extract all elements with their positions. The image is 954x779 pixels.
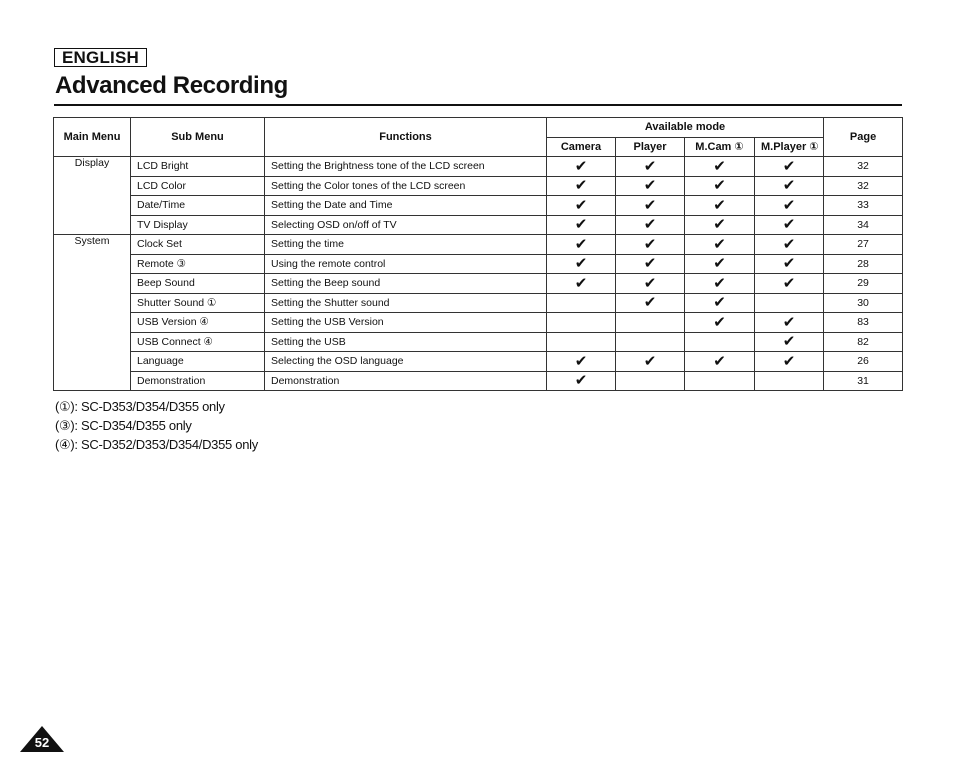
checkmark-icon: ✔ <box>782 352 796 370</box>
mode-cell-mplayer <box>755 176 824 196</box>
page-cell: 33 <box>824 196 903 216</box>
mode-cell-mplayer <box>755 254 824 274</box>
mode-cell-mplayer <box>755 274 824 294</box>
mode-cell-camera <box>547 352 616 372</box>
main-menu-cell: Display <box>54 157 131 235</box>
page-cell: 82 <box>824 332 903 352</box>
checkmark-icon: ✔ <box>574 274 588 292</box>
footnotes <box>55 397 258 454</box>
checkmark-icon: ✔ <box>782 177 796 195</box>
mode-cell-player <box>616 235 685 255</box>
header-mode-mplayer: M.Player ① <box>755 137 824 157</box>
table-row <box>54 371 903 391</box>
menu-table <box>53 117 903 391</box>
mode-cell-mcam <box>685 176 755 196</box>
page-cell: 34 <box>824 215 903 235</box>
checkmark-icon: ✔ <box>782 313 796 331</box>
mode-cell-mplayer <box>755 157 824 177</box>
mode-cell-mcam <box>685 274 755 294</box>
sub-menu-cell: Clock Set <box>131 235 265 255</box>
mode-cell-mplayer <box>755 196 824 216</box>
table-row <box>54 352 903 372</box>
page-cell: 29 <box>824 274 903 294</box>
header-functions: Functions <box>265 118 547 157</box>
footnote: (③): SC-D354/D355 only <box>55 418 192 433</box>
mode-cell-camera <box>547 332 616 352</box>
header-mode-player: Player <box>616 137 685 157</box>
checkmark-icon: ✔ <box>782 157 796 175</box>
mode-cell-mplayer <box>755 352 824 372</box>
checkmark-icon: ✔ <box>782 216 796 234</box>
mode-cell-player <box>616 352 685 372</box>
page-cell: 26 <box>824 352 903 372</box>
mode-cell-camera <box>547 293 616 313</box>
sub-menu-cell: Remote ③ <box>131 254 265 274</box>
mode-cell-camera <box>547 371 616 391</box>
checkmark-icon: ✔ <box>643 294 657 312</box>
checkmark-icon: ✔ <box>782 255 796 273</box>
mode-cell-mcam <box>685 313 755 333</box>
checkmark-icon: ✔ <box>713 177 726 195</box>
header-available-mode: Available mode <box>547 118 824 138</box>
mode-cell-mcam <box>685 332 755 352</box>
mode-cell-mcam <box>685 157 755 177</box>
checkmark-icon: ✔ <box>574 352 588 370</box>
footnote: (④): SC-D352/D353/D354/D355 only <box>55 437 258 452</box>
table-row <box>54 313 903 333</box>
sub-menu-cell: TV Display <box>131 215 265 235</box>
checkmark-icon: ✔ <box>782 274 796 292</box>
checkmark-icon: ✔ <box>713 157 726 175</box>
mode-cell-mcam <box>685 196 755 216</box>
checkmark-icon: ✔ <box>574 157 588 175</box>
checkmark-icon: ✔ <box>713 216 726 234</box>
mode-cell-mcam <box>685 352 755 372</box>
table-row <box>54 176 903 196</box>
function-cell: Selecting the OSD language <box>265 352 547 372</box>
mode-cell-mplayer <box>755 235 824 255</box>
mode-cell-mcam <box>685 235 755 255</box>
header-mode-camera: Camera <box>547 137 616 157</box>
page-cell: 32 <box>824 157 903 177</box>
mode-cell-mplayer <box>755 293 824 313</box>
mode-cell-mcam <box>685 293 755 313</box>
checkmark-icon: ✔ <box>713 294 726 312</box>
checkmark-icon: ✔ <box>782 196 796 214</box>
language-label: ENGLISH <box>54 48 147 67</box>
header-mode-mcam: M.Cam ① <box>685 137 755 157</box>
checkmark-icon: ✔ <box>713 352 726 370</box>
function-cell: Setting the Beep sound <box>265 274 547 294</box>
mode-cell-player <box>616 157 685 177</box>
checkmark-icon: ✔ <box>643 196 657 214</box>
checkmark-icon: ✔ <box>643 157 657 175</box>
checkmark-icon: ✔ <box>643 352 657 370</box>
sub-menu-cell: Language <box>131 352 265 372</box>
main-menu-cell: System <box>54 235 131 391</box>
mode-cell-mplayer <box>755 371 824 391</box>
function-cell: Setting the Shutter sound <box>265 293 547 313</box>
function-cell: Setting the USB <box>265 332 547 352</box>
function-cell: Using the remote control <box>265 254 547 274</box>
mode-cell-player <box>616 254 685 274</box>
mode-cell-mcam <box>685 254 755 274</box>
mode-cell-camera <box>547 235 616 255</box>
mode-cell-mplayer <box>755 313 824 333</box>
mode-cell-camera <box>547 157 616 177</box>
mode-cell-mplayer <box>755 332 824 352</box>
table-row <box>54 332 903 352</box>
function-cell: Setting the Color tones of the LCD screen <box>265 176 547 196</box>
mode-cell-player <box>616 293 685 313</box>
table-row <box>54 293 903 313</box>
title-divider <box>54 104 902 106</box>
sub-menu-cell: Demonstration <box>131 371 265 391</box>
mode-cell-player <box>616 332 685 352</box>
checkmark-icon: ✔ <box>713 255 726 273</box>
page-cell: 83 <box>824 313 903 333</box>
mode-cell-player <box>616 176 685 196</box>
checkmark-icon: ✔ <box>643 235 657 253</box>
mode-cell-mplayer <box>755 215 824 235</box>
checkmark-icon: ✔ <box>713 274 726 292</box>
checkmark-icon: ✔ <box>782 235 796 253</box>
sub-menu-cell: Shutter Sound ① <box>131 293 265 313</box>
sub-menu-cell: USB Connect ④ <box>131 332 265 352</box>
mode-cell-player <box>616 371 685 391</box>
table-row <box>54 157 903 177</box>
checkmark-icon: ✔ <box>574 235 588 253</box>
mode-cell-camera <box>547 274 616 294</box>
function-cell: Demonstration <box>265 371 547 391</box>
mode-cell-mcam <box>685 371 755 391</box>
checkmark-icon: ✔ <box>643 177 657 195</box>
checkmark-icon: ✔ <box>574 372 588 390</box>
checkmark-icon: ✔ <box>574 177 588 195</box>
header-sub-menu: Sub Menu <box>131 118 265 157</box>
mode-cell-mcam <box>685 215 755 235</box>
header-page: Page <box>824 118 903 157</box>
table-row <box>54 254 903 274</box>
mode-cell-player <box>616 215 685 235</box>
table-body <box>54 157 903 391</box>
mode-cell-camera <box>547 196 616 216</box>
mode-cell-camera <box>547 176 616 196</box>
mode-cell-player <box>616 274 685 294</box>
footnote: (①): SC-D353/D354/D355 only <box>55 399 225 414</box>
mode-cell-camera <box>547 254 616 274</box>
table-row <box>54 196 903 216</box>
page-number: 52 <box>34 735 50 750</box>
function-cell: Setting the Date and Time <box>265 196 547 216</box>
mode-cell-camera <box>547 313 616 333</box>
function-cell: Setting the Brightness tone of the LCD screen <box>265 157 547 177</box>
header-main-menu: Main Menu <box>54 118 131 157</box>
sub-menu-cell: LCD Color <box>131 176 265 196</box>
checkmark-icon: ✔ <box>574 216 588 234</box>
page-cell: 32 <box>824 176 903 196</box>
checkmark-icon: ✔ <box>713 235 726 253</box>
page-title: Advanced Recording <box>55 72 288 99</box>
checkmark-icon: ✔ <box>713 313 726 331</box>
sub-menu-cell: Beep Sound <box>131 274 265 294</box>
mode-cell-player <box>616 313 685 333</box>
function-cell: Setting the USB Version <box>265 313 547 333</box>
table-row <box>54 235 903 255</box>
checkmark-icon: ✔ <box>782 333 796 351</box>
checkmark-icon: ✔ <box>643 216 657 234</box>
checkmark-icon: ✔ <box>574 196 588 214</box>
page-cell: 27 <box>824 235 903 255</box>
checkmark-icon: ✔ <box>713 196 726 214</box>
sub-menu-cell: LCD Bright <box>131 157 265 177</box>
checkmark-icon: ✔ <box>574 255 588 273</box>
checkmark-icon: ✔ <box>643 274 657 292</box>
sub-menu-cell: Date/Time <box>131 196 265 216</box>
mode-cell-player <box>616 196 685 216</box>
page-cell: 28 <box>824 254 903 274</box>
table-row <box>54 215 903 235</box>
mode-cell-camera <box>547 215 616 235</box>
page-cell: 31 <box>824 371 903 391</box>
table-row <box>54 274 903 294</box>
sub-menu-cell: USB Version ④ <box>131 313 265 333</box>
function-cell: Setting the time <box>265 235 547 255</box>
page-cell: 30 <box>824 293 903 313</box>
checkmark-icon: ✔ <box>643 255 657 273</box>
function-cell: Selecting OSD on/off of TV <box>265 215 547 235</box>
